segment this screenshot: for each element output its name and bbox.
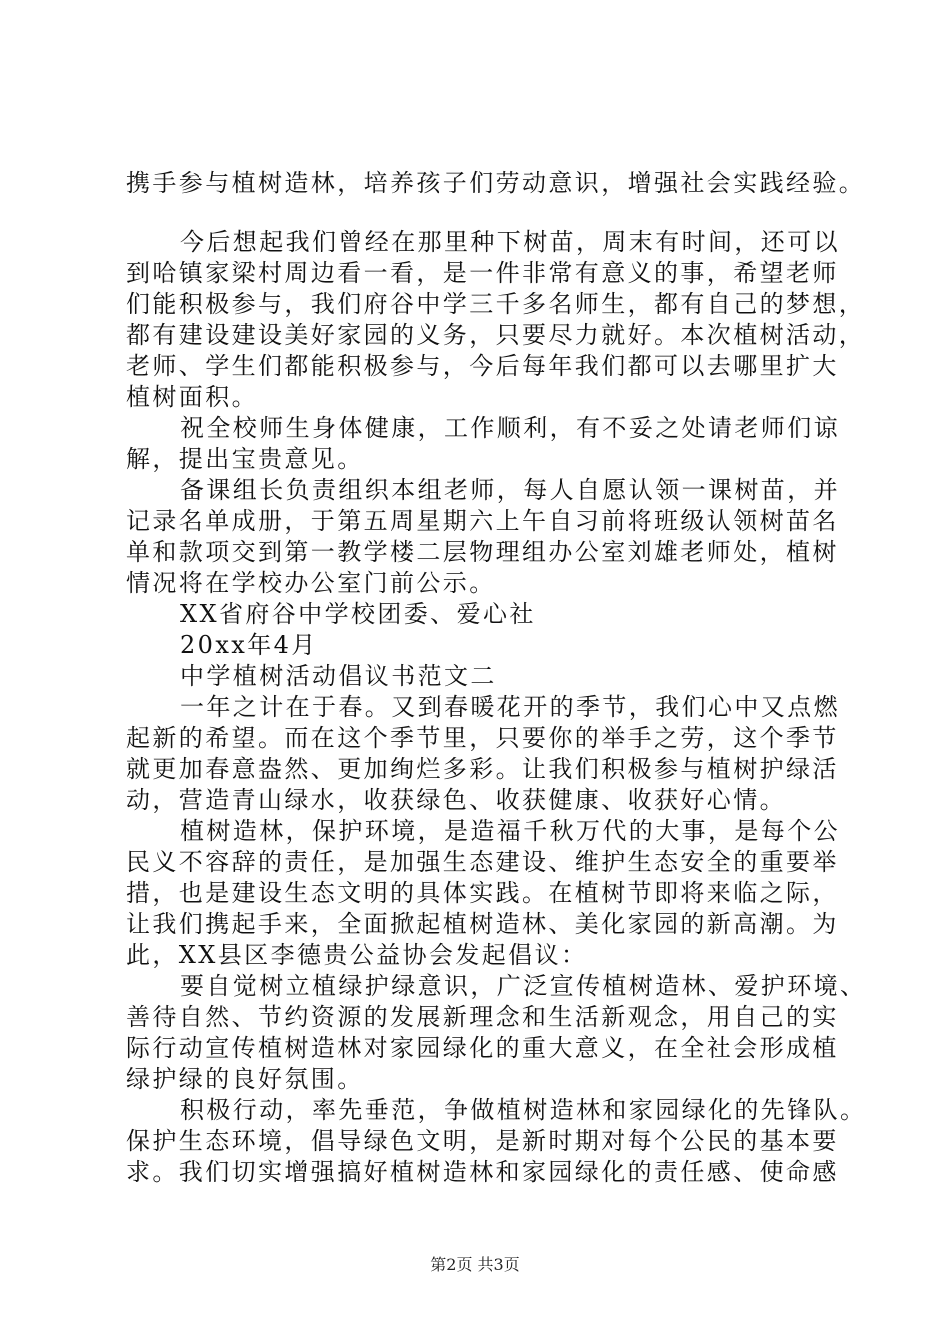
text-line: 动，营造青山绿水，收获绿色、收获健康、收获好心情。: [126, 786, 786, 814]
text-line: 祝全校师生身体健康，工作顺利，有不妥之处请老师们谅: [180, 414, 840, 442]
text-line: 一年之计在于春。又到春暖花开的季节，我们心中又点燃: [180, 693, 840, 721]
text-line: 起新的希望。而在这个季节里，只要你的举手之劳，这个季节: [126, 724, 839, 752]
text-line: 都有建设建设美好家园的义务，只要尽力就好。本次植树活动，: [126, 321, 866, 349]
text-line: 老师、学生们都能积极参与，今后每年我们都可以去哪里扩大: [126, 352, 839, 380]
text-line: 情况将在学校办公室门前公示。: [126, 569, 496, 597]
signature-block: [126, 599, 838, 661]
text-line: 植树面积。: [126, 383, 258, 411]
text-line: 备课组长负责组织本组老师，每人自愿认领一课树苗，并: [180, 476, 840, 504]
paragraph: [126, 816, 838, 971]
text-line: 善待自然、节约资源的发展新理念和生活新观念，用自己的实: [126, 1003, 839, 1031]
paragraph: [126, 971, 867, 1095]
text-line: 措，也是建设生态文明的具体实践。在植树节即将来临之际，: [126, 879, 839, 907]
text-line: 单和款项交到第一教学楼二层物理组办公室刘雄老师处，植树: [126, 538, 839, 566]
text-line: 民义不容辞的责任，是加强生态建设、维护生态安全的重要举: [126, 848, 839, 876]
text-line: 解，提出宝贵意见。: [126, 445, 364, 473]
document-body: [126, 168, 867, 1188]
text-line: 记录名单成册，于第五周星期六上午自习前将班级认领树苗名: [126, 507, 839, 535]
section-title: 中学植树活动倡议书范文二: [180, 662, 497, 690]
section-title-block: [126, 661, 838, 692]
paragraph: [126, 413, 838, 475]
text-line: 让我们携起手来，全面掀起植树造林、美化家园的新高潮。为: [126, 910, 839, 938]
text-line: 植树造林，保护环境，是造福千秋万代的大事，是每个公: [180, 817, 840, 845]
text-line: 携手参与植树造林，培养孩子们劳动意识，增强社会实践经验。: [126, 169, 866, 197]
text-line: 际行动宣传植树造林对家园绿化的重大意义，在全社会形成植: [126, 1034, 839, 1062]
text-line: 积极行动，率先垂范，争做植树造林和家园绿化的先锋队。: [180, 1096, 867, 1124]
text-line: 们能积极参与，我们府谷中学三千多名师生，都有自己的梦想，: [126, 290, 866, 318]
paragraph: [126, 227, 866, 413]
text-line: 此，XX县区李德贵公益协会发起倡议：: [126, 941, 588, 969]
text-line: 到哈镇家梁村周边看一看，是一件非常有意义的事，希望老师: [126, 259, 839, 287]
text-line: 今后想起我们曾经在那里种下树苗，周末有时间，还可以: [180, 228, 840, 256]
signature-organization: XX省府谷中学校团委、爱心社: [180, 600, 536, 628]
text-line: 保护生态环境，倡导绿色文明，是新时期对每个公民的基本要: [126, 1127, 839, 1155]
signature-date: 20xx年4月: [180, 631, 318, 659]
text-line: 要自觉树立植绿护绿意识，广泛宣传植树造林、爱护环境、: [180, 972, 867, 1000]
text-line: 求。我们切实增强搞好植树造林和家园绿化的责任感、使命感: [126, 1158, 839, 1186]
paragraph: [126, 475, 838, 599]
paragraph-gap: [126, 199, 838, 227]
paragraph: [126, 692, 838, 816]
text-line: 绿护绿的良好氛围。: [126, 1065, 364, 1093]
page-number-footer: 第2页 共3页: [430, 1255, 520, 1274]
text-line: 就更加春意盎然、更加绚烂多彩。让我们积极参与植树护绿活: [126, 755, 839, 783]
paragraph: [126, 1095, 867, 1188]
